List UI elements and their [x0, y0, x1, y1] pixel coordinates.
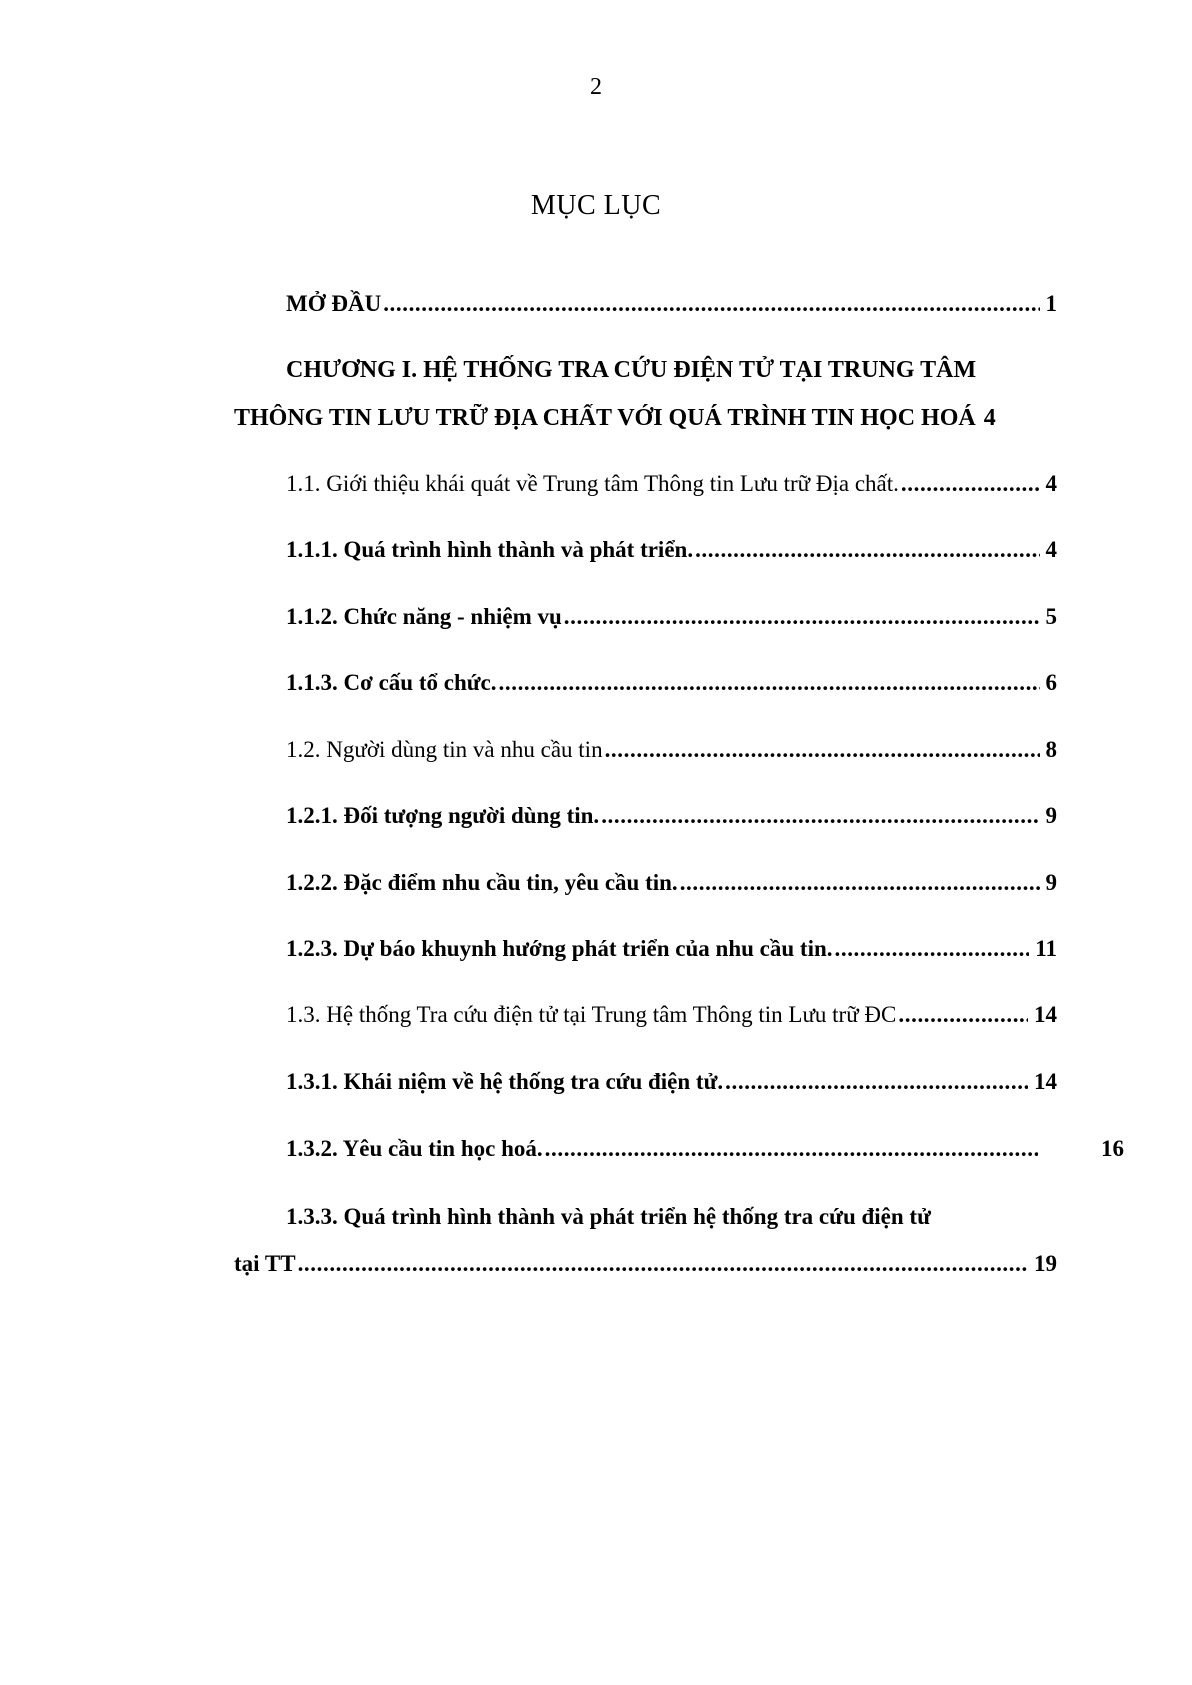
toc-entry[interactable] [234, 470, 1057, 498]
toc-entry-page: 5 [1045, 604, 1057, 629]
toc-entry[interactable] [234, 1250, 1057, 1278]
toc-entry-page: 14 [1034, 1002, 1057, 1027]
toc-entry-label: THÔNG TIN LƯU TRỮ ĐỊA CHẤT VỚI QUÁ TRÌNH TIN HỌC HOÁ [234, 405, 976, 431]
toc-entry-label: 1.2. Người dùng tin và nhu cầu tin [286, 737, 603, 762]
toc-entry[interactable] [234, 290, 1057, 318]
toc-entry-page: 14 [1034, 1069, 1057, 1094]
toc-leader-dots [680, 869, 1040, 897]
toc-entry-page: 4 [983, 405, 996, 431]
toc-entry-label: 1.2.1. Đối tượng người dùng tin. [286, 803, 600, 828]
toc-entry-label: MỞ ĐẦU [286, 291, 382, 316]
toc-entry-label: 1.1.1. Quá trình hình thành và phát triển. [286, 537, 694, 562]
toc-entry-page: 4 [1045, 537, 1057, 562]
toc-entry-label: 1.3.2. Yêu cầu tin học hoá. [286, 1136, 543, 1161]
toc-leader-dots [835, 935, 1030, 963]
toc-entry-label: 1.3. Hệ thống Tra cứu điện tử tại Trung tâm Thông tin Lưu trữ ĐC [286, 1002, 897, 1027]
toc-entry[interactable] [234, 802, 1057, 830]
toc-leader-dots [383, 290, 1039, 318]
toc-entry-page: 8 [1045, 737, 1057, 762]
toc-entry-label-line1[interactable]: 1.3.3. Quá trình hình thành và phát triển hệ thống tra cứu điện tử [286, 1204, 931, 1229]
toc-entry[interactable] [234, 1068, 1057, 1096]
toc-entry[interactable] [234, 603, 1057, 631]
toc-entry[interactable] [234, 404, 1057, 432]
toc-entry-page: 9 [1045, 870, 1057, 895]
toc-entry-page: 16 [1101, 1136, 1124, 1161]
toc-entry-page: 4 [1045, 471, 1057, 496]
toc-entry-label: 1.3.1. Khái niệm về hệ thống tra cứu điện tử. [286, 1069, 724, 1094]
toc-leader-dots [901, 470, 1040, 498]
toc-entry-label: 1.1. Giới thiệu khái quát về Trung tâm Thông tin Lưu trữ Địa chất. [286, 471, 899, 496]
toc-leader-dots [298, 1250, 1028, 1278]
toc-entry[interactable] [234, 1135, 1124, 1163]
toc-entry-page: 6 [1045, 670, 1057, 695]
toc-leader-dots [499, 669, 1040, 697]
toc-entry-label: 1.1.3. Cơ cấu tổ chức. [286, 670, 497, 695]
toc-entry-label: 1.2.3. Dự báo khuynh hướng phát triển của nhu cầu tin. [286, 936, 833, 961]
toc-leader-dots [601, 802, 1039, 830]
toc-entry-label: 1.1.2. Chức năng - nhiệm vụ [286, 604, 562, 629]
toc-entry[interactable] [234, 869, 1057, 897]
toc-leader-dots [695, 536, 1039, 564]
toc-leader-dots [564, 603, 1040, 631]
toc-leader-dots [605, 736, 1040, 764]
toc-entry-page: 1 [1045, 291, 1057, 316]
toc-leader-dots [898, 1001, 1028, 1029]
toc-entry-label: 1.2.2. Đặc điểm nhu cầu tin, yêu cầu tin. [286, 870, 678, 895]
toc-title: MỤC LỤC [530, 190, 662, 221]
toc-leader-dots [725, 1068, 1028, 1096]
toc-entry[interactable] [234, 736, 1057, 764]
toc-chapter-label-line1[interactable]: CHƯƠNG I. HỆ THỐNG TRA CỨU ĐIỆN TỬ TẠI TRUNG TÂM [286, 357, 977, 383]
toc-entry[interactable] [234, 669, 1057, 697]
toc-entry-page: 9 [1045, 803, 1057, 828]
toc-entry[interactable] [234, 1001, 1057, 1029]
page-number: 2 [590, 74, 602, 100]
toc-entry[interactable] [234, 935, 1057, 963]
toc-entry[interactable] [234, 536, 1057, 564]
toc-leader-dots [545, 1135, 1038, 1163]
toc-entry-label: tại TT [234, 1251, 296, 1276]
toc-entry-page: 11 [1035, 936, 1057, 961]
toc-entry-page: 19 [1034, 1251, 1057, 1276]
